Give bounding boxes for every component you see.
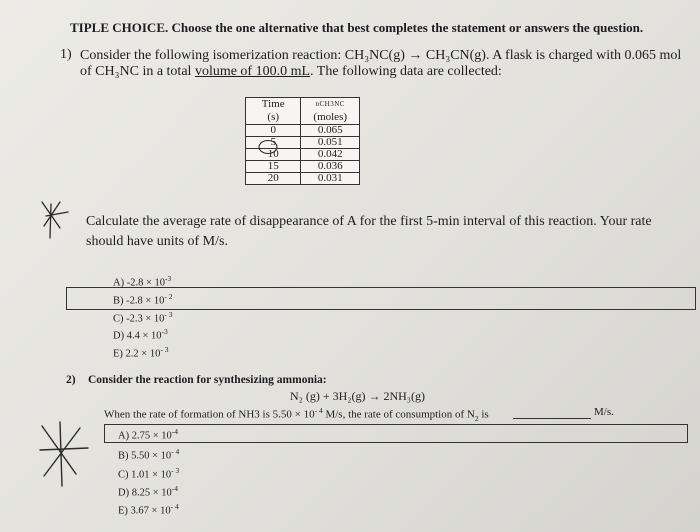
q1-stem-line2-pre: of CH₃NC in a total [80,64,195,79]
q2-number: 2) [66,374,76,386]
choice-exponent: -4 [171,484,179,493]
q2-choice-c[interactable] [118,466,179,481]
q2-stem-subscript: 2 [474,413,479,423]
table-cell-moles: 0.042 [301,149,360,161]
q2-choice-e[interactable] [118,502,179,517]
table-header-time-label: Time [261,98,285,110]
choice-label: B) [113,295,124,307]
choice-label: C) [118,469,129,481]
q1-prompt-line1: Calculate the average rate of disappearance of A for the first 5-min interval of this reaction. Your rate [86,214,652,229]
q1-stem-line1: Consider the following isomerization reaction: CH₃NC(g) → CH₃CN(g). A flask is charged with 0.065 mol [80,48,682,63]
choice-exponent: - 2 [164,292,173,301]
table-header-moles-unit: (moles) [313,111,348,123]
choice-exponent: -3 [165,274,172,283]
choice-mantissa: 5.50 × 10 [131,450,172,462]
choice-label: D) [113,330,125,342]
q1-volume-underlined: volume of 100.0 mL [194,64,311,79]
table-cell-moles: 0.065 [301,125,360,137]
choice-exponent: - 3 [160,345,169,354]
choice-mantissa: 2.2 × 10 [125,348,161,360]
q2-answer-blank[interactable] [513,418,591,419]
section-header: TIPLE CHOICE. Choose the one alternative that best completes the statement or answers the question. [70,20,644,35]
table-header-moles [301,98,360,125]
q1-stem-line2 [80,63,502,80]
pen-star-mark-q1 [38,198,72,244]
q2-choice-a[interactable] [118,427,178,442]
table-cell-time: 20 [246,173,301,185]
choice-mantissa: -2.3 × 10 [126,313,165,325]
q2-stem-a: When the rate of formation of NH3 is 5.50 × 10 [104,408,315,421]
table-row [246,173,360,185]
choice-exponent: - 4 [170,502,179,511]
pen-circle-mark [256,139,280,155]
choice-label: B) [118,450,129,462]
q2-selection-box [104,424,688,443]
choice-mantissa: 2.75 × 10 [131,430,172,442]
table-cell-time: 0 [246,125,301,137]
table-header-time-unit: (s) [267,111,280,123]
q2-choice-b[interactable] [118,447,179,462]
choice-exponent: -4 [171,427,179,436]
q2-units: M/s. [594,406,614,418]
q1-prompt-line2: should have units of M/s. [86,234,228,249]
choice-mantissa: 3.67 × 10 [130,505,171,517]
choice-exponent: - 4 [171,447,180,456]
table-cell-moles: 0.051 [301,137,360,149]
q2-stem [104,406,489,423]
choice-label: C) [113,313,124,325]
q1-choice-c[interactable] [113,310,173,325]
table-cell-time: 10 [246,149,301,161]
q2-stem-exponent: - 4 [314,406,323,415]
table-cell-time: 15 [246,161,301,173]
choice-label: E) [113,348,123,360]
table-cell-moles: 0.031 [301,173,360,185]
q1-number: 1) [60,47,72,62]
choice-exponent: -3 [161,327,168,336]
q2-stem-c: is [478,408,489,421]
q2-choice-d[interactable] [118,484,178,499]
table-row [246,125,360,137]
choice-label: D) [118,487,130,499]
q1-stem-line2-post: . The following data are collected: [310,64,502,79]
q2-stem-line1: Consider the reaction for synthesizing ammonia: [88,374,327,386]
table-row [246,161,360,173]
choice-mantissa: -2.8 × 10 [126,277,166,289]
q2-equation: N₂ (g) + 3H₂(g) → 2NH₃(g) [290,389,425,403]
pen-star-mark-q2 [36,420,92,490]
choice-exponent: - 3 [164,310,173,319]
table-cell-time: 5 [246,137,301,149]
choice-exponent: - 3 [171,466,180,475]
choice-mantissa: -2.8 × 10 [126,295,165,307]
q1-choice-d[interactable] [113,327,168,342]
choice-label: A) [113,277,125,289]
table-header-time [246,98,301,125]
table-header-moles-label: nCH3NC [315,100,345,108]
q1-choice-b[interactable] [113,292,173,307]
table-cell-moles: 0.036 [301,161,360,173]
choice-mantissa: 4.4 × 10 [126,330,162,342]
choice-label: A) [118,430,130,442]
q1-choice-e[interactable] [113,345,168,360]
q2-stem-b: M/s, the rate of consumption of N [322,408,475,421]
choice-label: E) [118,505,128,517]
choice-mantissa: 1.01 × 10 [131,469,172,481]
q1-choice-a[interactable] [113,274,171,289]
choice-mantissa: 8.25 × 10 [131,487,172,499]
